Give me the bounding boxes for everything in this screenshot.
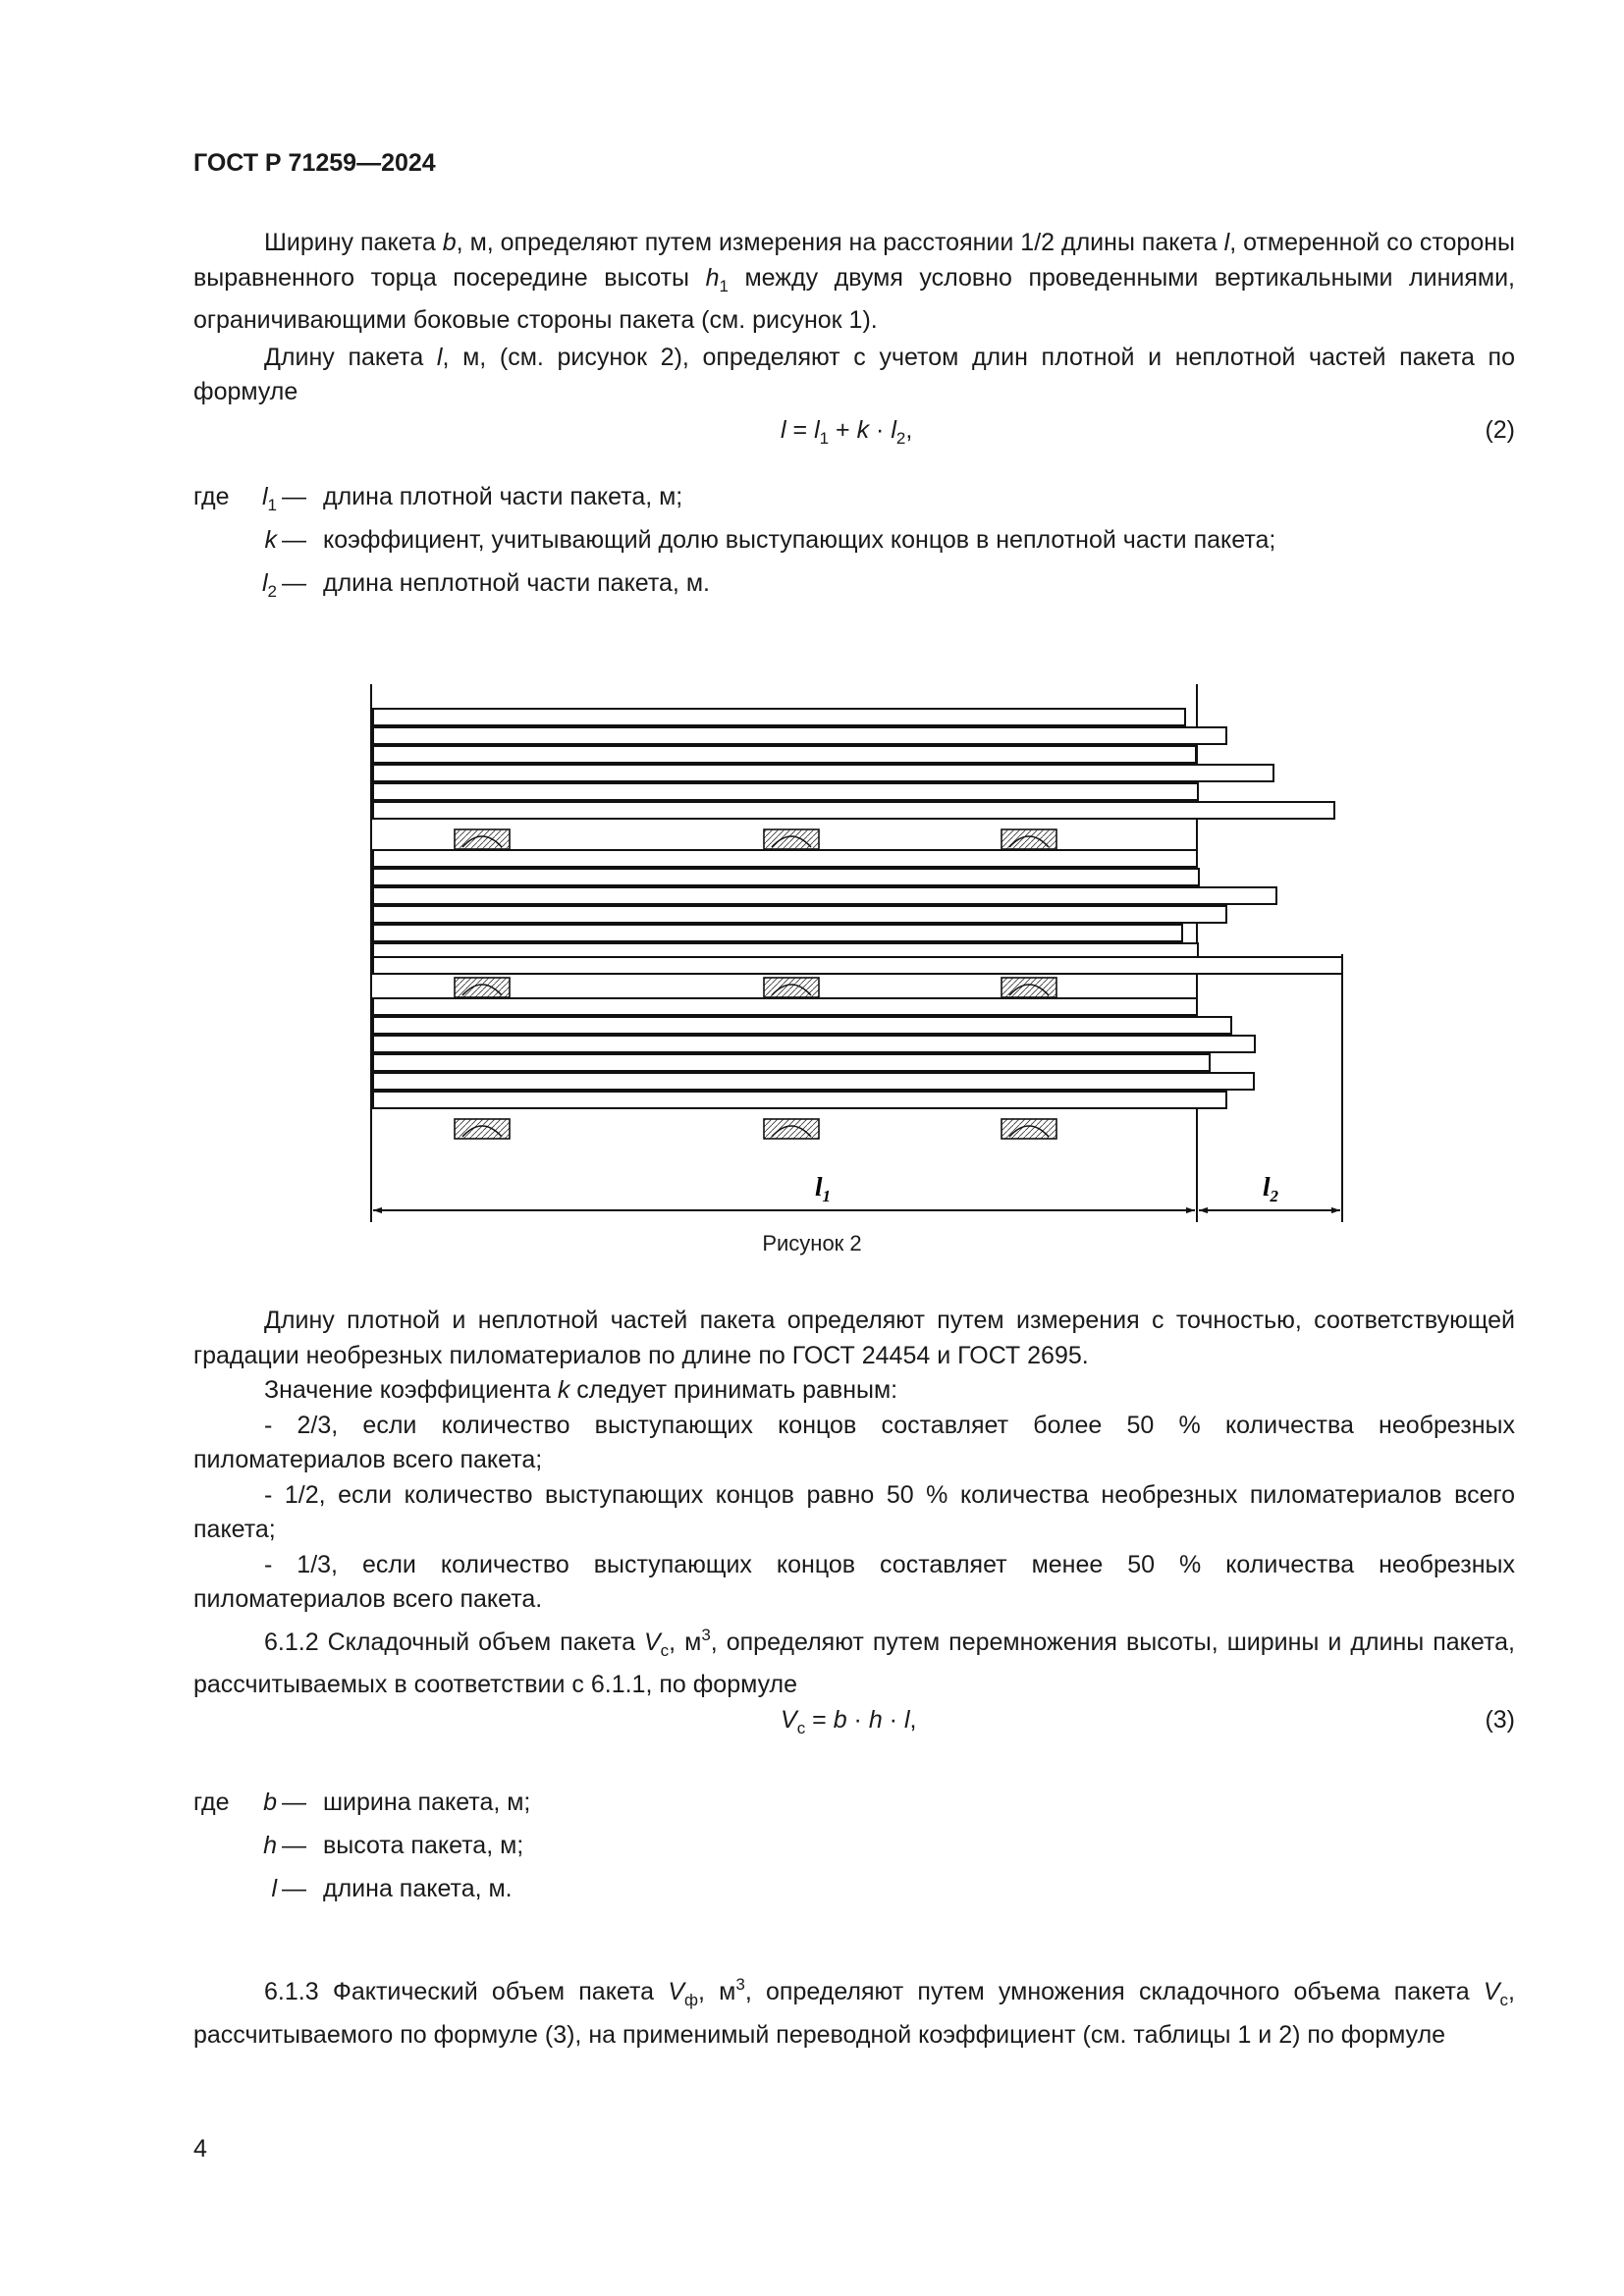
where-dash: —	[282, 569, 306, 597]
board	[373, 746, 1196, 763]
where-symbol: $l_2$	[261, 569, 277, 601]
where-symbol: k	[264, 526, 277, 554]
board	[373, 1017, 1231, 1034]
l2-label: $l_2$	[1263, 1172, 1279, 1205]
board	[373, 850, 1197, 867]
paragraph-6-1-3-block	[193, 1967, 1515, 2053]
where-dash: —	[282, 1875, 306, 1902]
where-desc: коэффициент, учитывающий долю выступающих концов в неплотной части пакета;	[323, 526, 1276, 554]
where-row	[193, 1829, 1519, 1872]
where-dash: —	[282, 1789, 306, 1816]
where-list-3	[193, 1786, 1519, 1915]
board	[373, 1054, 1210, 1071]
where-lead: где	[193, 1789, 230, 1816]
board	[373, 925, 1182, 941]
board	[373, 957, 1342, 974]
list-item: - 1/3, если количество выступающих концов составляет менее 50 % количества необрезных пиломатериалов всего пакета.	[193, 1550, 1515, 1613]
paragraph-6-1-3: 6.1.3 Фактический объем пакета $V_ф$, $м^3$, определяют путем умножения складочного объема пакета $V_с$, рассчитываемого по формуле (3), на применимый переводной коэффициент (см. таблицы 1 и 2) по формуле	[193, 1975, 1515, 2049]
board	[373, 906, 1226, 923]
board	[373, 802, 1334, 819]
board	[373, 998, 1197, 1015]
where-desc: длина неплотной части пакета, м.	[323, 569, 710, 597]
where-desc: длина плотной части пакета, м;	[323, 483, 683, 510]
l1-label: $l_1$	[815, 1172, 832, 1205]
paragraph-width: Ширину пакета b, м, определяют путем измерения на расстоянии 1/2 длины пакета l, отмеренной со стороны выравненного торца посередине высоты $h_1$ между двумя условно проведенными вертикальными линиями, ограничивающими боковые стороны пакета (см. рисунок 1).	[193, 229, 1516, 334]
where-desc: длина пакета, м.	[323, 1875, 513, 1902]
where-desc: высота пакета, м;	[323, 1832, 524, 1859]
where-symbol: l	[271, 1875, 277, 1902]
formula-3: $V_с = b \cdot h \cdot l$,	[781, 1706, 917, 1737]
body-text	[193, 1304, 1515, 1703]
where-symbol: $l_1$	[261, 483, 277, 514]
where-dash: —	[282, 483, 306, 510]
paragraph-measure: Длину плотной и неплотной частей пакета определяют путем измерения с точностью, соответствующей градации необрезных пиломатериалов по длине по ГОСТ 24454 и ГОСТ 2695.	[193, 1307, 1515, 1369]
board	[373, 869, 1199, 885]
board	[373, 783, 1198, 800]
board	[373, 1073, 1254, 1090]
formula-2: $l = l_1 + k \cdot l_2$,	[781, 416, 913, 448]
where-row	[193, 1872, 1519, 1915]
where-dash: —	[282, 1832, 306, 1859]
where-desc: ширина пакета, м;	[323, 1789, 531, 1816]
paragraph-length: Длину пакета l, м, (см. рисунок 2), определяют с учетом длин плотной и неплотной частей пакета по формуле	[193, 343, 1515, 405]
board	[373, 1036, 1255, 1052]
equation-number-2: (2)	[1485, 416, 1515, 444]
equation-number-3: (3)	[1485, 1706, 1515, 1734]
figure-caption: Рисунок 2	[762, 1231, 862, 1255]
paragraph-6-1-2: 6.1.2 Складочный объем пакета $V_с$, $м^3$, определяют путем перемножения высоты, ширины и длины пакета, рассчитываемых в соответствии с 6.1.1, по формуле	[193, 1625, 1515, 1698]
where-symbol: b	[263, 1789, 277, 1816]
document-header: ГОСТ Р 71259—2024	[193, 149, 436, 177]
page-number: 4	[193, 2135, 207, 2163]
board	[373, 709, 1185, 725]
where-lead: где	[193, 483, 230, 510]
board	[373, 765, 1273, 781]
board	[373, 727, 1226, 744]
board	[373, 887, 1276, 904]
list-item: - 2/3, если количество выступающих концов составляет более 50 % количества необрезных пиломатериалов всего пакета;	[193, 1411, 1515, 1473]
where-dash: —	[282, 526, 306, 554]
boards-group	[373, 709, 1342, 1108]
where-row	[193, 1786, 1519, 1829]
where-symbol: h	[263, 1832, 277, 1859]
list-item: - 1/2, если количество выступающих концов равно 50 % количества необрезных пиломатериалов всего пакета;	[193, 1480, 1515, 1543]
board	[373, 1092, 1226, 1108]
paragraph-k: Значение коэффициента k следует принимать равным:	[264, 1376, 898, 1404]
